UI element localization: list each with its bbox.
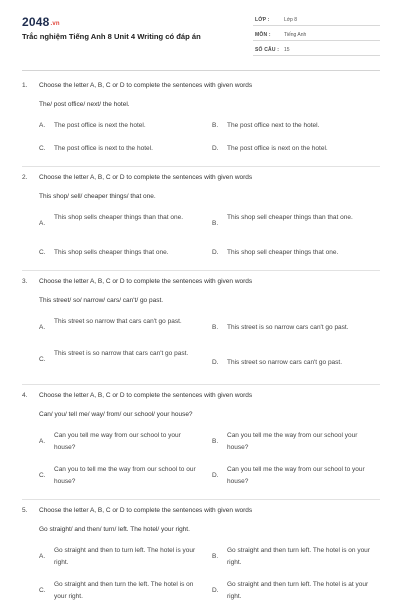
meta-grade-value: Lớp 8 [284,17,298,23]
option-letter: D. [212,587,219,594]
option-text: This street so narrow cars can't go past. [227,359,343,366]
question-number: 1. [22,82,28,89]
page-title: Trắc nghiệm Tiếng Anh 8 Unit 4 Writing có đáp án [22,32,201,41]
site-logo[interactable] [22,15,60,29]
option-text: This shop sell cheaper things that one. [227,249,339,256]
option-a[interactable] [39,547,202,571]
meta-grade-row [253,14,380,26]
option-letter: B. [212,122,219,129]
question-3 [0,276,400,384]
option-text: The post office is next on the hotel. [227,145,328,152]
meta-count-row [253,44,380,56]
question-4 [0,390,400,500]
option-c[interactable] [39,466,202,490]
option-letter: D. [212,249,219,256]
option-a[interactable] [39,214,202,238]
question-2 [0,172,400,268]
header-divider [22,70,380,71]
document-header [0,0,400,76]
option-b[interactable] [212,122,380,134]
option-d[interactable] [212,359,380,371]
option-a[interactable] [39,122,199,134]
option-text: Go straight and then turn the left. The hotel is on your right. [54,581,194,600]
meta-count-key: SỐ CÂU : [255,47,280,53]
option-text: Can you to tell me the way from our school to our house? [54,466,196,485]
option-letter: D. [212,359,219,366]
option-letter: C. [39,472,46,479]
option-c[interactable] [39,350,202,374]
question-instruction: Choose the letter A, B, C or D to complete the sentences with given words [39,507,253,514]
question-number: 3. [22,278,28,285]
option-text: This street so narrow that cars can't go past. [54,318,182,325]
option-letter: A. [39,324,46,331]
question-number: 4. [22,392,28,399]
option-text: Can you tell me the way from our school your house? [227,432,358,451]
option-b[interactable] [212,324,380,336]
option-text: The post office is next to the hotel. [54,145,153,152]
option-d[interactable] [212,249,380,261]
option-letter: C. [39,587,46,594]
option-letter: B. [212,438,219,445]
meta-grade-key: LỚP : [255,17,270,23]
logo-domain: .vn [50,21,60,27]
option-d[interactable] [212,145,380,157]
option-letter: C. [39,356,46,363]
question-number: 2. [22,174,28,181]
option-letter: A. [39,220,46,227]
question-instruction: Choose the letter A, B, C or D to complete the sentences with given words [39,278,253,285]
question-instruction: Choose the letter A, B, C or D to complete the sentences with given words [39,82,253,89]
option-letter: D. [212,145,219,152]
question-instruction: Choose the letter A, B, C or D to complete the sentences with given words [39,174,253,181]
option-b[interactable] [212,432,380,456]
question-prompt: Go straight/ and then/ turn/ left. The hotel/ your right. [39,526,190,533]
meta-subject-row [253,29,380,41]
question-prompt: This street/ so/ narrow/ cars/ can't/ go past. [39,297,164,304]
option-text: This street is so narrow cars can't go past. [227,324,349,331]
meta-subject-value: Tiếng Anh [284,32,307,38]
meta-count-value: 15 [284,47,290,53]
option-c[interactable] [39,249,202,261]
option-letter: B. [212,220,219,227]
option-text: Can you tell me way from our school to your house? [54,432,181,451]
option-text: Go straight and then to turn left. The hotel is your right. [54,547,196,566]
option-text: This shop sell cheaper things than that one. [227,214,353,221]
option-b[interactable] [212,214,380,238]
question-divider [22,166,380,167]
option-a[interactable] [39,432,202,456]
meta-subject-key: MÔN : [255,32,271,38]
option-c[interactable] [39,581,202,600]
option-letter: C. [39,249,46,256]
question-prompt: This shop/ sell/ cheaper things/ that one. [39,193,156,200]
option-letter: D. [212,472,219,479]
option-a[interactable] [39,318,202,342]
question-1 [0,80,400,168]
question-divider [22,384,380,385]
question-prompt: Can/ you/ tell me/ way/ from/ our school/ your house? [39,411,193,418]
question-number: 5. [22,507,28,514]
question-prompt: The/ post office/ next/ the hotel. [39,101,130,108]
option-text: The post office next to the hotel. [227,122,320,129]
question-instruction: Choose the letter A, B, C or D to complete the sentences with given words [39,392,253,399]
option-text: This shop sells cheaper things that one. [54,249,169,256]
option-text: The post office is next the hotel. [54,122,146,129]
option-b[interactable] [212,547,380,571]
logo-text: 2048 [22,15,50,29]
question-5 [0,505,400,600]
option-text: This shop sells cheaper things than that one. [54,214,183,221]
option-letter: B. [212,553,219,560]
option-d[interactable] [212,466,380,490]
option-letter: A. [39,122,46,129]
option-letter: A. [39,438,46,445]
option-d[interactable] [212,581,380,600]
option-c[interactable] [39,145,199,157]
question-divider [22,270,380,271]
option-text: Go straight and then turn left. The hotel is at your right. [227,581,369,600]
option-letter: A. [39,553,46,560]
option-text: Go straight and then turn left. The hotel is on your right. [227,547,370,566]
question-divider [22,499,380,500]
option-text: This street is so narrow that cars can't go past. [54,350,189,357]
option-text: Can you tell me the way from our school to your house? [227,466,365,485]
option-letter: B. [212,324,219,331]
option-letter: C. [39,145,46,152]
